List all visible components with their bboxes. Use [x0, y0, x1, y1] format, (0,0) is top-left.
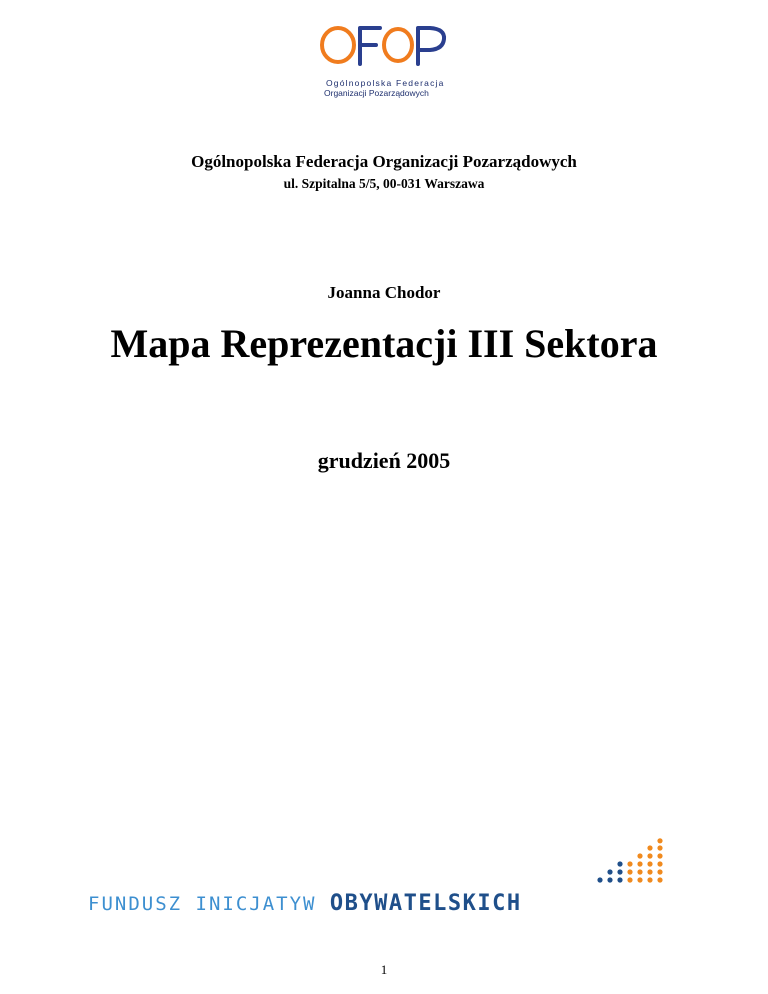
dots-graphic-icon: [594, 838, 674, 888]
ofop-logo-subtitle: [324, 78, 445, 98]
document-title: Mapa Reprezentacji III Sektora: [110, 321, 658, 366]
author-name: Joanna Chodor: [327, 283, 441, 302]
organization-address: ul. Szpitalna 5/5, 00-031 Warszawa: [283, 176, 485, 191]
fio-logo: [88, 838, 688, 918]
ofop-logo: [300, 20, 460, 104]
document-date: grudzień 2005: [317, 448, 451, 473]
fio-wordmark: [88, 893, 522, 915]
fio-wordmark-part1: FUNDUSZ INICJATYW: [88, 893, 317, 915]
ofop-logo-sub-line2: Organizacji Pozarządowych: [324, 88, 429, 98]
ofop-logo-sub-line1: Ogólnopolska Federacja: [326, 78, 445, 88]
fio-wordmark-part2: OBYWATELSKICH: [329, 891, 522, 916]
organization-name: Ogólnopolska Federacja Organizacji Pozarządowych: [191, 152, 577, 171]
ofop-wordmark: [300, 20, 460, 80]
page-number: 1: [380, 962, 388, 977]
